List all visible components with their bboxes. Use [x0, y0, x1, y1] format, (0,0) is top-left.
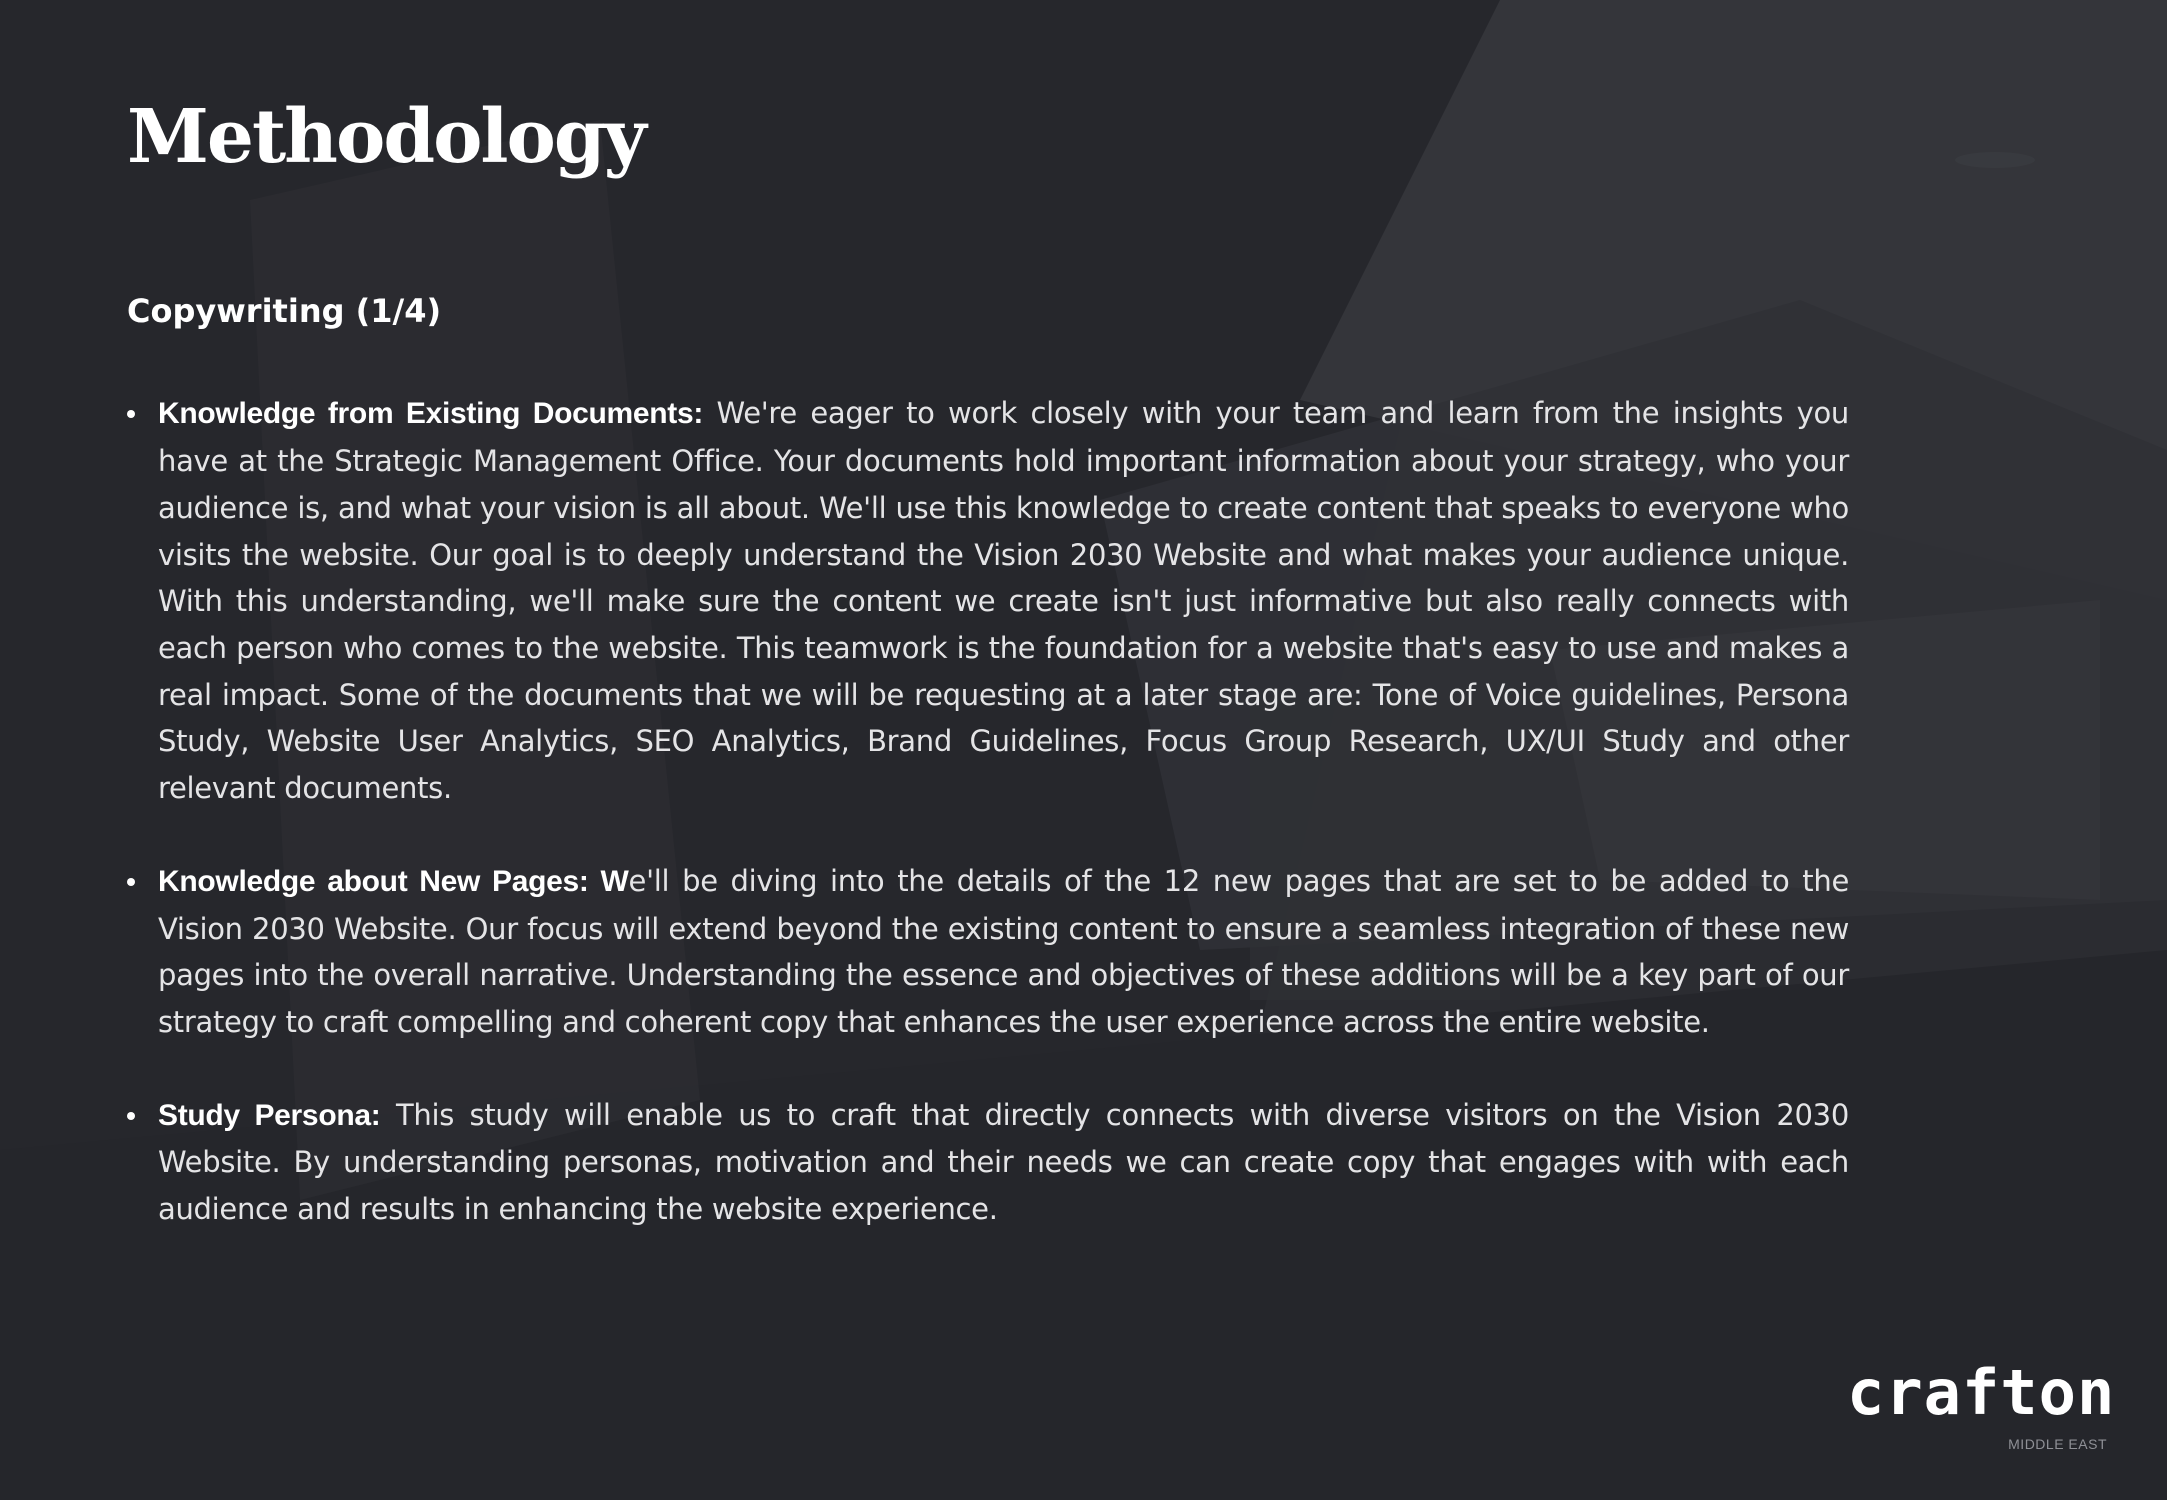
bullet-heading: Knowledge about New Pages: W — [158, 864, 629, 898]
bullet-study-persona — [127, 1092, 1849, 1233]
logo-tagline: MIDDLE EAST — [2008, 1436, 2107, 1452]
bullet-heading: Knowledge from Existing Documents: — [158, 397, 704, 431]
bullet-text: e'll be diving into the details of the 12 new pages that are set to be added to the Vision 2030 Website. Our focus will extend beyond the existing content to ensure a seamless integration of these new pages into the overall narrative. Understanding the essence and objectives of these additions will be a key part of our strategy to craft compelling and coherent copy that enhances the user experience across the entire website. — [158, 863, 1849, 1039]
bullet-new-pages — [127, 858, 1849, 1046]
bullet-icon — [127, 1112, 135, 1120]
crafton-logo — [1847, 1356, 2116, 1452]
bullet-text: This study will enable us to craft that directly connects with diverse visitors on the Vision 2030 Website. By understanding personas, motivation and their needs we can create copy that engages with with each audience and results in enhancing the website experience. — [158, 1097, 1849, 1227]
bullet-existing-documents — [127, 390, 1849, 811]
bullet-text: We're eager to work closely with your team and learn from the insights you have at the Strategic Management Office. Your documents hold important information about your strategy, who your audience is, and what your vision is all about. We'll use this knowledge to create content that speaks to everyone who visits the website. Our goal is to deeply understand the Vision 2030 Website and what makes your audience unique. With this understanding, we'll make sure the content we create isn't just informative but also really connects with each person who comes to the website. This teamwork is the foundation for a website that's easy to use and makes a real impact. Some of the documents that we will be requesting at a later stage are: Tone of Voice guidelines, Persona Study, Website User Analytics, SEO Analytics, Brand Guidelines, Focus Group Research, UX/UI Study and other relevant documents. — [158, 396, 1850, 806]
bullet-icon — [127, 410, 135, 418]
main-content — [127, 95, 1849, 1279]
page-title: Methodology — [127, 94, 645, 180]
logo-wordmark: crafton — [1847, 1356, 2116, 1429]
bullet-heading: Study Persona: — [158, 1098, 381, 1132]
section-subtitle: Copywriting (1/4) — [127, 292, 442, 331]
bullet-list — [127, 390, 1849, 1232]
bullet-icon — [127, 878, 135, 886]
